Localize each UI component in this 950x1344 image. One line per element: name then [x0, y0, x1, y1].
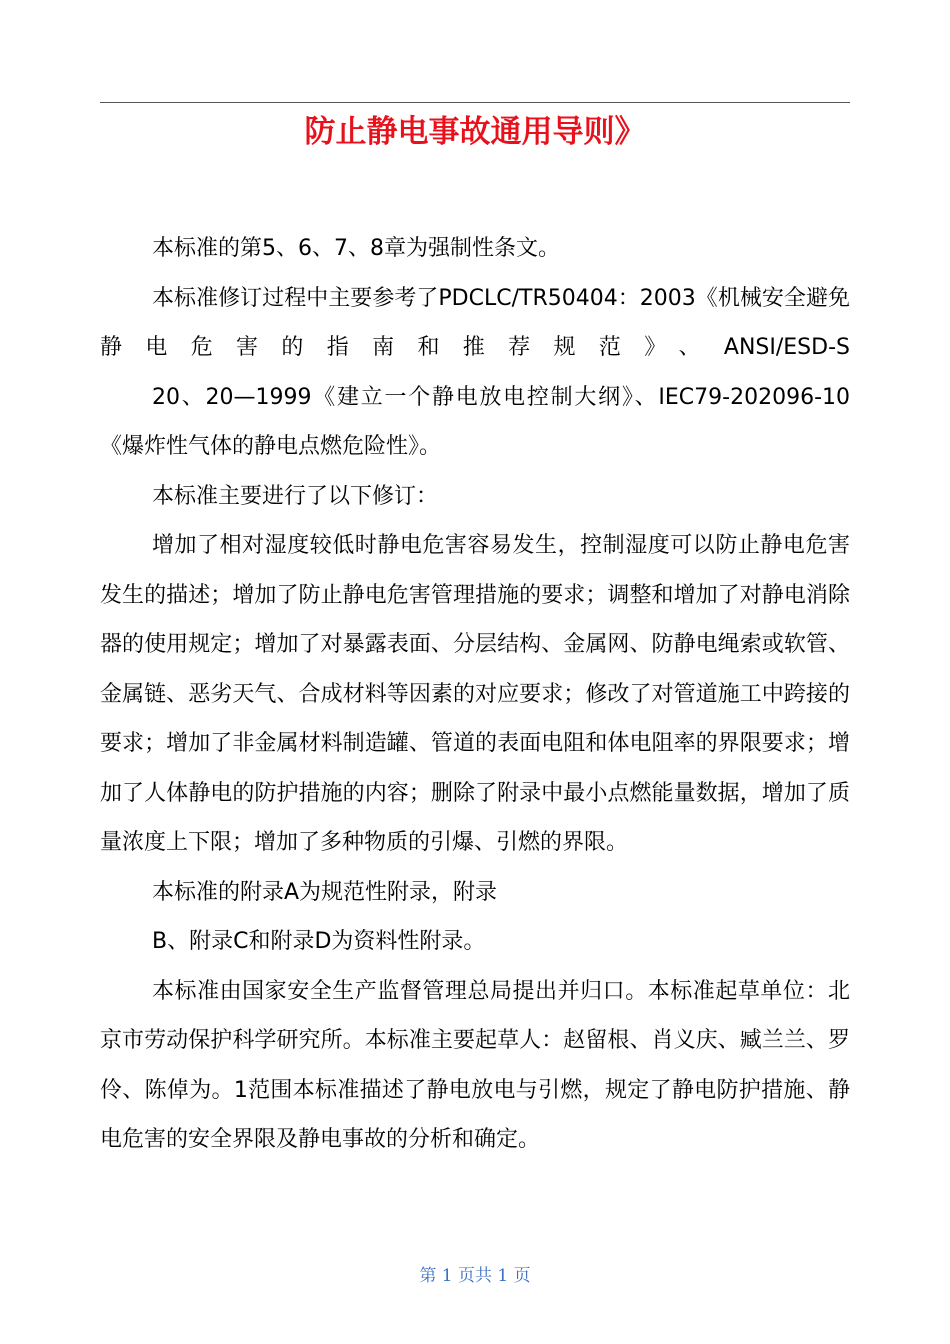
paragraph-revisions-list: 增加了相对湿度较低时静电危害容易发生，控制湿度可以防止静电危害发生的描述；增加了防止静电危害管理措施的要求；调整和增加了对静电消除器的使用规定；增加了对暴露表面、分层结构、金属网、防静电绳索或软管、金属链、恶劣天气、合成材料等因素的对应要求；修改了对管道施工中跨接的要求；增加了非金属材料制造罐、管道的表面电阻和体电阻率的界限要求；增加了人体静电的防护措施的内容；删除了附录中最小点燃能量数据，增加了质量浓度上下限；增加了多种物质的引爆、引燃的界限。 [100, 533, 850, 855]
document-body [100, 224, 850, 1165]
paragraph-references: 本标准修订过程中主要参考了PDCLC/TR50404：2003《机械安全避免静电危害的指南和推荐规范》、ANSI/ESD-S [100, 285, 850, 360]
paragraph-appendix-a: 本标准的附录A为规范性附录，附录 [152, 879, 498, 905]
paragraph-revisions-intro: 本标准主要进行了以下修订： [152, 483, 439, 509]
header-rule [100, 102, 850, 103]
page-number: 第 1 页共 1 页 [419, 1266, 531, 1286]
paragraph-references-continued: 20、20—1999《建立一个静电放电控制大纲》、IEC79-202096-10《爆炸性气体的静电点燃危险性》。 [100, 384, 850, 459]
document-title: 防止静电事故通用导则》 [304, 114, 646, 150]
paragraph-appendix-bcd: B、附录C和附录D为资料性附录。 [152, 929, 486, 954]
paragraph-drafting-info: 本标准由国家安全生产监督管理总局提出并归口。本标准起草单位：北京市劳动保护科学研究所。本标准主要起草人：赵留根、肖义庆、臧兰兰、罗伶、陈倬为。1范围本标准描述了静电放电与引燃，规定了静电防护措施、静电危害的安全界限及静电事故的分析和确定。 [100, 978, 850, 1152]
paragraph-mandatory-clauses: 本标准的第5、6、7、8章为强制性条文。 [152, 236, 560, 261]
